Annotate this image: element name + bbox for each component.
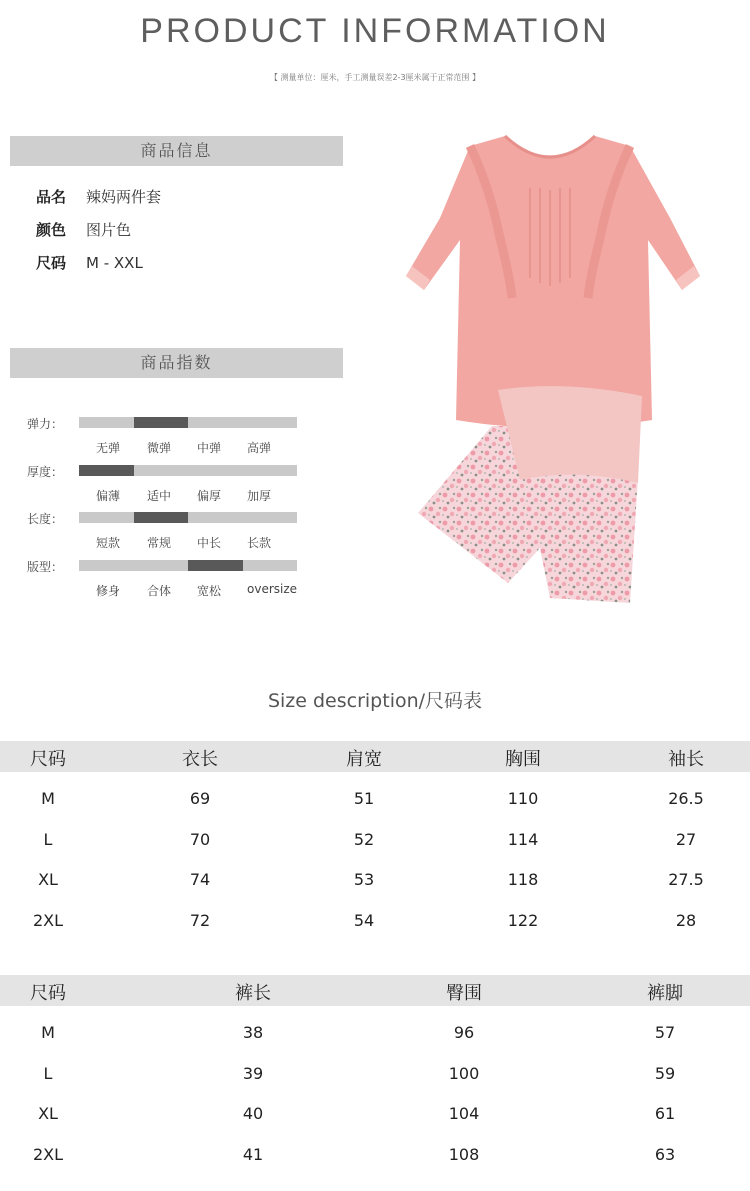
index-options <box>79 534 309 550</box>
table-row <box>0 1137 750 1177</box>
table-cell: 104 <box>448 1104 480 1123</box>
index-option: 长款 <box>247 536 272 550</box>
table-cell: XL <box>38 1104 58 1123</box>
table-row <box>0 1056 750 1096</box>
table-row <box>0 781 750 821</box>
table-cell: L <box>43 1064 53 1083</box>
info-key: 品名 <box>36 188 67 206</box>
header-cell: 裤脚 <box>647 983 683 1004</box>
table-row <box>0 862 750 902</box>
table-row <box>0 903 750 943</box>
index-track <box>79 465 297 476</box>
product-image <box>400 128 710 608</box>
header-cell: 尺码 <box>30 983 66 1004</box>
table-cell: 118 <box>507 870 539 889</box>
table-header <box>0 975 750 1006</box>
info-row-color <box>36 219 131 243</box>
header-cell: 臀围 <box>446 983 482 1004</box>
index-fill <box>134 417 189 428</box>
index-options <box>79 487 309 503</box>
table-cell: M <box>41 1023 55 1042</box>
index-options <box>79 439 309 455</box>
index-option: 微弹 <box>147 441 172 455</box>
index-track <box>79 560 297 571</box>
header-cell: 肩宽 <box>346 749 382 770</box>
table-cell: 39 <box>242 1064 264 1083</box>
index-option: 宽松 <box>197 584 222 598</box>
table-row <box>0 1015 750 1055</box>
table-cell: M <box>41 789 55 808</box>
table-cell: 53 <box>353 870 375 889</box>
table-cell: 96 <box>453 1023 475 1042</box>
table-cell: 100 <box>448 1064 480 1083</box>
table-cell: 2XL <box>32 911 64 930</box>
product-info-heading: 商品信息 <box>10 136 343 166</box>
table-cell: 114 <box>507 830 539 849</box>
table-cell: 110 <box>507 789 539 808</box>
index-fill <box>79 465 134 476</box>
index-option: 加厚 <box>247 489 272 503</box>
table-cell: 122 <box>507 911 539 930</box>
table-cell: XL <box>38 870 58 889</box>
shirt-illustration <box>406 136 700 428</box>
info-row-name <box>36 186 161 210</box>
info-row-size <box>36 252 143 276</box>
index-option: 修身 <box>96 584 121 598</box>
table-cell: 27.5 <box>668 870 704 889</box>
table-cell: 26.5 <box>668 789 704 808</box>
table-cell: 74 <box>189 870 211 889</box>
page-title: PRODUCT INFORMATION <box>140 12 610 50</box>
info-value: 辣妈两件套 <box>86 188 162 206</box>
header-cell: 衣长 <box>182 749 218 770</box>
info-key: 尺码 <box>36 254 67 272</box>
table-cell: 61 <box>654 1104 676 1123</box>
index-option: 偏厚 <box>197 489 222 503</box>
measurement-note: 【 测量单位：厘米，手工测量误差2-3厘米属于正常范围 】 <box>269 73 481 82</box>
info-key: 颜色 <box>36 221 67 239</box>
header-cell: 尺码 <box>30 749 66 770</box>
table-cell: 28 <box>675 911 697 930</box>
index-label: 弹力： <box>27 417 64 431</box>
index-label: 版型： <box>27 560 64 574</box>
index-fill <box>188 560 243 571</box>
table-row <box>0 822 750 862</box>
table-row <box>0 1096 750 1136</box>
index-track <box>79 512 297 523</box>
table-cell: 54 <box>353 911 375 930</box>
table-cell: 69 <box>189 789 211 808</box>
index-option: oversize <box>247 582 298 596</box>
table-cell: 63 <box>654 1145 676 1164</box>
table-cell: 57 <box>654 1023 676 1042</box>
table-cell: 52 <box>353 830 375 849</box>
table-cell: 51 <box>353 789 375 808</box>
index-options <box>79 582 309 598</box>
index-option: 适中 <box>147 489 172 503</box>
header-cell: 袖长 <box>668 749 704 770</box>
index-option: 常规 <box>147 536 172 550</box>
index-option: 短款 <box>96 536 121 550</box>
index-label: 长度： <box>27 512 64 526</box>
table-cell: 59 <box>654 1064 676 1083</box>
index-option: 偏薄 <box>96 489 121 503</box>
header-cell: 裤长 <box>235 983 271 1004</box>
table-cell: 41 <box>242 1145 264 1164</box>
index-option: 无弹 <box>96 441 121 455</box>
table-cell: 2XL <box>32 1145 64 1164</box>
table-cell: 27 <box>675 830 697 849</box>
index-option: 中长 <box>197 536 222 550</box>
table-cell: 40 <box>242 1104 264 1123</box>
table-header <box>0 741 750 772</box>
header-cell: 胸围 <box>505 749 541 770</box>
table-cell: 38 <box>242 1023 264 1042</box>
table-cell: 70 <box>189 830 211 849</box>
info-value: M - XXL <box>86 254 143 272</box>
shorts-illustration <box>418 386 642 603</box>
info-value: 图片色 <box>86 221 132 239</box>
index-option: 高弹 <box>247 441 272 455</box>
table-cell: L <box>43 830 53 849</box>
index-option: 中弹 <box>197 441 222 455</box>
index-track <box>79 417 297 428</box>
index-label: 厚度： <box>27 465 64 479</box>
product-index-heading: 商品指数 <box>10 348 343 378</box>
size-description-title: Size description/尺码表 <box>267 690 483 712</box>
index-fill <box>134 512 189 523</box>
table-cell: 72 <box>189 911 211 930</box>
table-cell: 108 <box>448 1145 480 1164</box>
index-option: 合体 <box>147 584 172 598</box>
